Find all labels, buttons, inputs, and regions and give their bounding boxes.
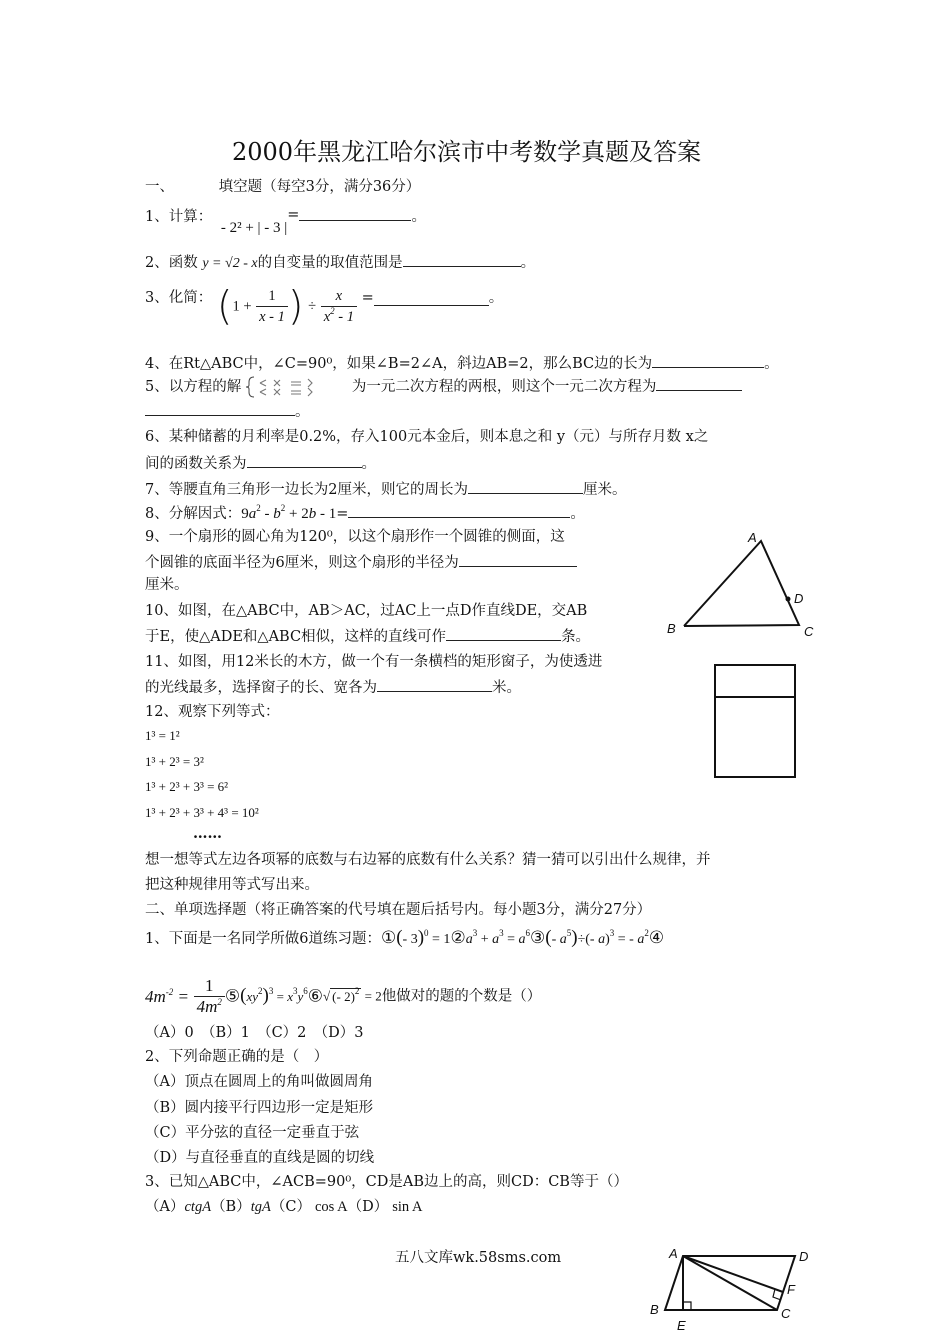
q4-end: 。 xyxy=(764,356,779,372)
q4-answer-blank[interactable] xyxy=(652,352,764,368)
mc1-mark-4: ④ xyxy=(648,928,665,948)
q12-equation-1: 1³ = 1² xyxy=(145,728,180,743)
window-figure xyxy=(714,664,796,778)
question-6-line2 xyxy=(145,452,376,474)
section2-heading: 二、单项选择题（将正确答案的代号填在题后括号内。每小题3分，满分27分） xyxy=(145,902,652,918)
q3-expression: (1 + $\frac{1}{x - 1}$ ) ÷ $\frac{x}{x^2 - 1}$ xyxy=(217,286,357,327)
mc1-text: 1、下面是一名同学所做6道练习题： xyxy=(145,931,381,947)
para-label-c: C xyxy=(781,1306,791,1321)
q9-line2-text: 个圆锥的底面半径为6厘米，则这个扇形的半径为 xyxy=(145,555,459,571)
point-d xyxy=(786,597,791,602)
question-5-line2 xyxy=(145,400,310,422)
mc1-expr-4: $4m^{-2}$ = xyxy=(145,986,190,1006)
q2-expression: y = √2 - x xyxy=(202,256,258,271)
question-11-line2 xyxy=(145,676,521,698)
triangle-label-d: D xyxy=(794,591,804,606)
mc-question-1 xyxy=(145,928,664,950)
q3-fraction-2: $\frac{x}{x^2 - 1}$ xyxy=(321,286,357,327)
mc1-mark-6: ⑥ xyxy=(307,986,324,1007)
q3-equals: = xyxy=(361,290,374,306)
para-label-b: B xyxy=(650,1302,659,1317)
mc3-opt-a-value: ctgA xyxy=(184,1199,212,1215)
q6-answer-blank[interactable] xyxy=(247,452,362,468)
mc3-opt-b-label: （B） xyxy=(211,1199,251,1215)
mc-question-1-line2 xyxy=(145,976,541,1016)
q1-label: 1、计算： xyxy=(145,209,213,225)
mc3-options xyxy=(145,1197,422,1217)
window-crossbar xyxy=(716,696,794,698)
para-label-e: E xyxy=(677,1318,686,1333)
triangle-label-c: C xyxy=(804,624,814,639)
footer-watermark: 五八文库wk.58sms.com xyxy=(395,1250,562,1266)
q10-answer-blank[interactable] xyxy=(446,625,561,641)
q1-expression: - 2² + | - 3 | xyxy=(220,220,288,236)
mc3-opt-c-value: cos A xyxy=(314,1199,348,1215)
question-11-line1: 11、如图，用12米长的木方，做一个有一条横档的矩形窗子，为使透进 xyxy=(145,654,603,670)
q1-equals: = xyxy=(287,207,300,223)
para-label-d: D xyxy=(799,1249,809,1264)
segment-af xyxy=(683,1256,783,1292)
q12-dots: …… xyxy=(193,825,222,842)
mc2-option-c: （C）平分弦的直径一定垂直于弦 xyxy=(145,1125,360,1141)
mc3-opt-d-value: sin A xyxy=(392,1199,423,1215)
question-9-line1: 9、一个扇形的圆心角为120⁰，以这个扇形作一个圆锥的侧面，这 xyxy=(145,529,565,545)
q3-left-paren: ( xyxy=(216,283,233,330)
mc-question-2: 2、下列命题正确的是（ ） xyxy=(145,1049,329,1065)
q8-answer-blank[interactable] xyxy=(348,502,570,518)
question-2 xyxy=(145,251,535,274)
q7-text: 7、等腰直角三角形一边长为2厘米，则它的周长为 xyxy=(145,482,468,498)
mc1-expr-4-fraction: $\frac{1}{4m^2}$ xyxy=(194,976,225,1017)
q11-line2-text: 的光线最多，选择窗子的长、宽各为 xyxy=(145,680,377,696)
mc1-options: （A）0 （B）1 （C）2 （D）3 xyxy=(145,1025,364,1041)
q5-text-a: 5、以方程的解 xyxy=(145,379,242,395)
q3-end: 。 xyxy=(488,290,504,306)
q5-answer-blank-2[interactable] xyxy=(145,400,295,416)
question-1 xyxy=(145,205,426,236)
section1-number: 一、 xyxy=(145,179,174,195)
q2-text-a: 2、函数 xyxy=(145,255,198,271)
q9-answer-blank[interactable] xyxy=(459,551,577,567)
q7-end: 厘米。 xyxy=(582,482,627,498)
mc1-expr-2: $a^3 + a^3 = a^6$ xyxy=(465,928,530,947)
mc1-mark-2: ② xyxy=(450,928,466,948)
mc2-option-a: （A）顶点在圆周上的角叫做圆周角 xyxy=(145,1074,373,1090)
q12-equation-2: 1³ + 2³ = 3² xyxy=(145,754,204,769)
question-8 xyxy=(145,502,585,524)
q8-label: 8、分解因式： xyxy=(145,506,242,522)
triangle-abc xyxy=(684,541,799,626)
q3-right-paren: ) xyxy=(287,283,304,330)
q8-expression: $9a^2 - b^2 + 2b - 1$ xyxy=(241,503,337,522)
q5-answer-blank-1[interactable] xyxy=(656,375,742,391)
section1-text: 填空题（每空3分，满分36分） xyxy=(218,179,421,195)
q2-text-b: 的自变量的取值范围是 xyxy=(257,255,403,271)
question-10-line1: 10、如图，在△ABC中，AB＞AC，过AC上一点D作直线DE，交AB xyxy=(145,603,588,619)
para-label-a: A xyxy=(669,1246,678,1261)
q5-end: 。 xyxy=(295,404,310,420)
question-5 xyxy=(145,375,742,397)
q1-end: 。 xyxy=(411,209,426,225)
q12-equation-4: 1³ + 2³ + 3³ + 4³ = 10² xyxy=(145,805,259,820)
mc-question-3: 3、已知△ABC中，∠ACB=90⁰，CD是AB边上的高，则CD：CB等于（） xyxy=(145,1174,628,1190)
q6-end: 。 xyxy=(361,456,376,472)
q3-fraction-1: $\frac{1}{x - 1}$ xyxy=(256,286,288,327)
question-9-line3: 厘米。 xyxy=(145,577,189,593)
diagonal-ac xyxy=(683,1256,777,1310)
q5-text-b: 为一元二次方程的两根，则这个一元二次方程为 xyxy=(351,379,657,395)
q7-answer-blank[interactable] xyxy=(468,478,583,494)
mc3-opt-b-value: tgA xyxy=(250,1199,271,1215)
q2-end: 。 xyxy=(520,255,536,271)
question-10-line2 xyxy=(145,625,590,647)
mc1-mark-3: ③ xyxy=(530,928,546,948)
q11-answer-blank[interactable] xyxy=(377,676,492,692)
question-3 xyxy=(145,283,504,338)
question-6-line1: 6、某种储蓄的月利率是0.2%，存入100元本金后，则本息之和 y（元）与所存月数 x之 xyxy=(145,429,709,445)
q11-end: 米。 xyxy=(492,680,521,696)
q1-answer-blank[interactable] xyxy=(299,205,411,221)
mc1-mark-1: ① xyxy=(380,928,397,948)
q12-equation-3: 1³ + 2³ + 3³ = 6² xyxy=(145,779,229,794)
q3-answer-blank[interactable] xyxy=(374,290,489,306)
question-12-label: 12、观察下列等式： xyxy=(145,704,280,720)
question-7 xyxy=(145,478,626,500)
triangle-label-a: A xyxy=(748,530,757,545)
q12-line2: 把这种规律用等式写出来。 xyxy=(145,877,319,893)
q3-label: 3、化简： xyxy=(145,290,213,306)
mc3-opt-a-label: （A） xyxy=(145,1199,185,1215)
question-9-line2 xyxy=(145,551,577,573)
parallelogram-figure xyxy=(645,1246,815,1342)
mc3-opt-d-label: （D） xyxy=(347,1199,389,1215)
q8-equals: = xyxy=(336,506,349,522)
equation-system-graphic xyxy=(246,375,352,399)
q12-line1: 想一想等式左边各项幂的底数与右边幂的底数有什么关系？猜一猜可以引出什么规律，并 xyxy=(145,852,711,868)
question-4 xyxy=(145,352,779,374)
q2-answer-blank[interactable] xyxy=(403,251,521,267)
mc1-expr-3: (- $a^5)\div(-$ a)$^3$ = - $a^2$ xyxy=(545,927,649,948)
q8-end: 。 xyxy=(570,506,585,522)
right-angle-e xyxy=(683,1302,691,1310)
mc1-expr-1: (- 3)$^0$ = 1 xyxy=(396,927,451,948)
triangle-label-b: B xyxy=(667,621,676,636)
mc1-expr-6: √ (- 2)$^2$ = 2 xyxy=(323,985,382,1004)
mc2-option-d: （D）与直径垂直的直线是圆的切线 xyxy=(145,1150,375,1166)
mc2-option-b: （B）圆内接平行四边形一定是矩形 xyxy=(145,1100,374,1116)
triangle-figure xyxy=(664,530,814,640)
q6-line2-text: 间的函数关系为 xyxy=(145,456,247,472)
q5-equation-system xyxy=(246,377,352,397)
q10-end: 条。 xyxy=(561,629,591,645)
q4-text: 4、在Rt△ABC中，∠C=90⁰，如果∠B=2∠A，斜边AB=2，那么BC边的长为 xyxy=(145,356,653,372)
mc1-expr-5: $(xy^2)^3 = x^3y^6$ xyxy=(240,985,308,1006)
section1-heading xyxy=(145,177,420,197)
mc1-mark-5: ⑤ xyxy=(224,986,241,1007)
para-label-f: F xyxy=(787,1282,795,1297)
mc1-tail: 他做对的题的个数是（） xyxy=(381,988,542,1005)
mc3-opt-c-label: （C） xyxy=(270,1199,311,1215)
page-title: 2000年黑龙江哈尔滨市中考数学真题及答案 xyxy=(232,138,702,166)
q10-line2-text: 于E，使△ADE和△ABC相似，这样的直线可作 xyxy=(145,629,447,645)
